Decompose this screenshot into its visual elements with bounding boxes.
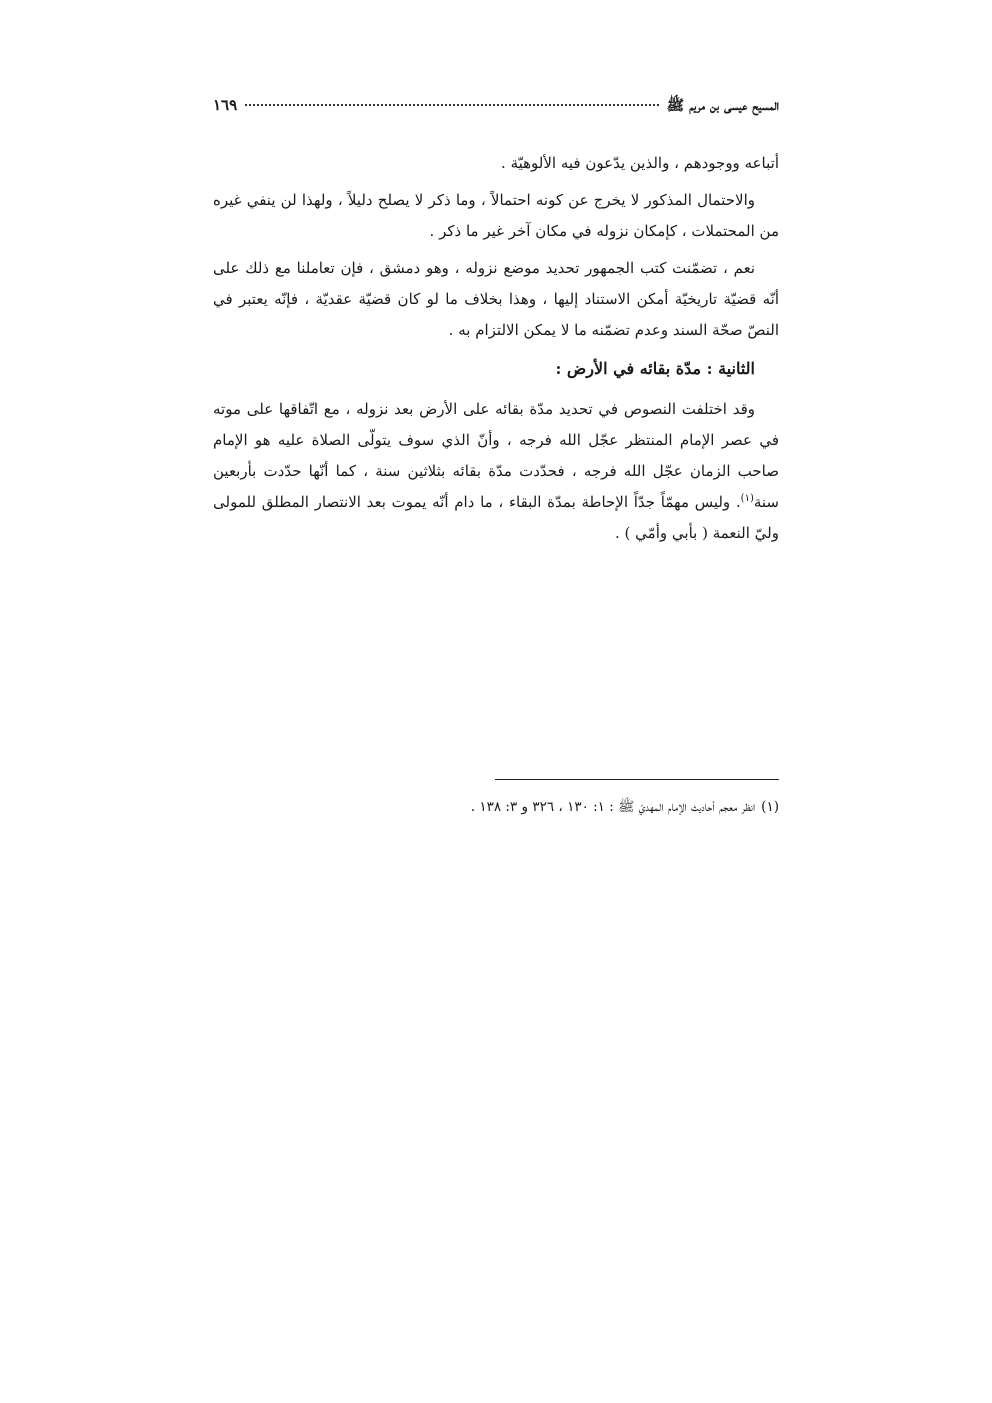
paragraph-4-part-2: . وليس مهمّاً جدّاً الإحاطة بمدّة البقاء ، ما دام أنّه يموت بعد الانتصار المطلق للمولى وليّ النعمة ( بأبي وأمّي ) . xyxy=(213,493,779,542)
running-header xyxy=(213,96,779,124)
footnote-text: انظر معجم أحاديث الإمام المهديّ ﷺ : ١: ١٣٠ ، ٣٢٦ و ٣: ١٣٨ . xyxy=(470,799,756,815)
dot-leader xyxy=(245,104,658,106)
footnote-number: (١) xyxy=(761,799,779,815)
page-number: ١٦٩ xyxy=(213,96,238,114)
footnote-reference[interactable]: (١) xyxy=(740,493,754,504)
page-content xyxy=(213,96,779,555)
running-title: المسيح عيسى بن مريم ﷺ xyxy=(666,97,779,114)
paragraph-4 xyxy=(213,394,779,549)
paragraph-2: والاحتمال المذكور لا يخرج عن كونه احتمالاً ، وما ذكر لا يصلح دليلاً ، ولهذا لن ينفي غيره من المحتملات ، كإمكان نزوله في مكان آخر غير ما ذكر . xyxy=(213,191,779,240)
paragraph-3: نعم ، تضمّنت كتب الجمهور تحديد موضع نزوله ، وهو دمشق ، فإن تعاملنا مع ذلك على أنّه قضيّة تاريخيّة أمكن الاستناد إليها ، وهذا بخلاف ما لو كان قضيّة عقديّة ، فإنّه يعتبر في النصّ صحّة السند وعدم تضمّنه ما لا يمكن الالتزام به . xyxy=(213,259,779,339)
section-heading: الثانية : مدّة بقائه في الأرض : xyxy=(555,359,755,378)
paragraph-1: أتباعه ووجودهم ، والذين يدّعون فيه الألوهيّة . xyxy=(501,154,779,172)
footnote-separator xyxy=(495,779,779,780)
footnote xyxy=(213,796,779,818)
body-text xyxy=(213,148,779,549)
paragraph-4-part-1: وقد اختلفت النصوص في تحديد مدّة بقائه على الأرض بعد نزوله ، مع اتّفاقها على موته في عصر الإمام المنتظر عجّل الله فرجه ، وأنّ الذي سوف يتولّى الصلاة عليه هو الإمام صاحب الزمان عجّل الله فرجه ، فحدّدت مدّة بقائه بثلاثين سنة ، كما أنّها حدّدت بأربعين سنة xyxy=(213,400,779,511)
